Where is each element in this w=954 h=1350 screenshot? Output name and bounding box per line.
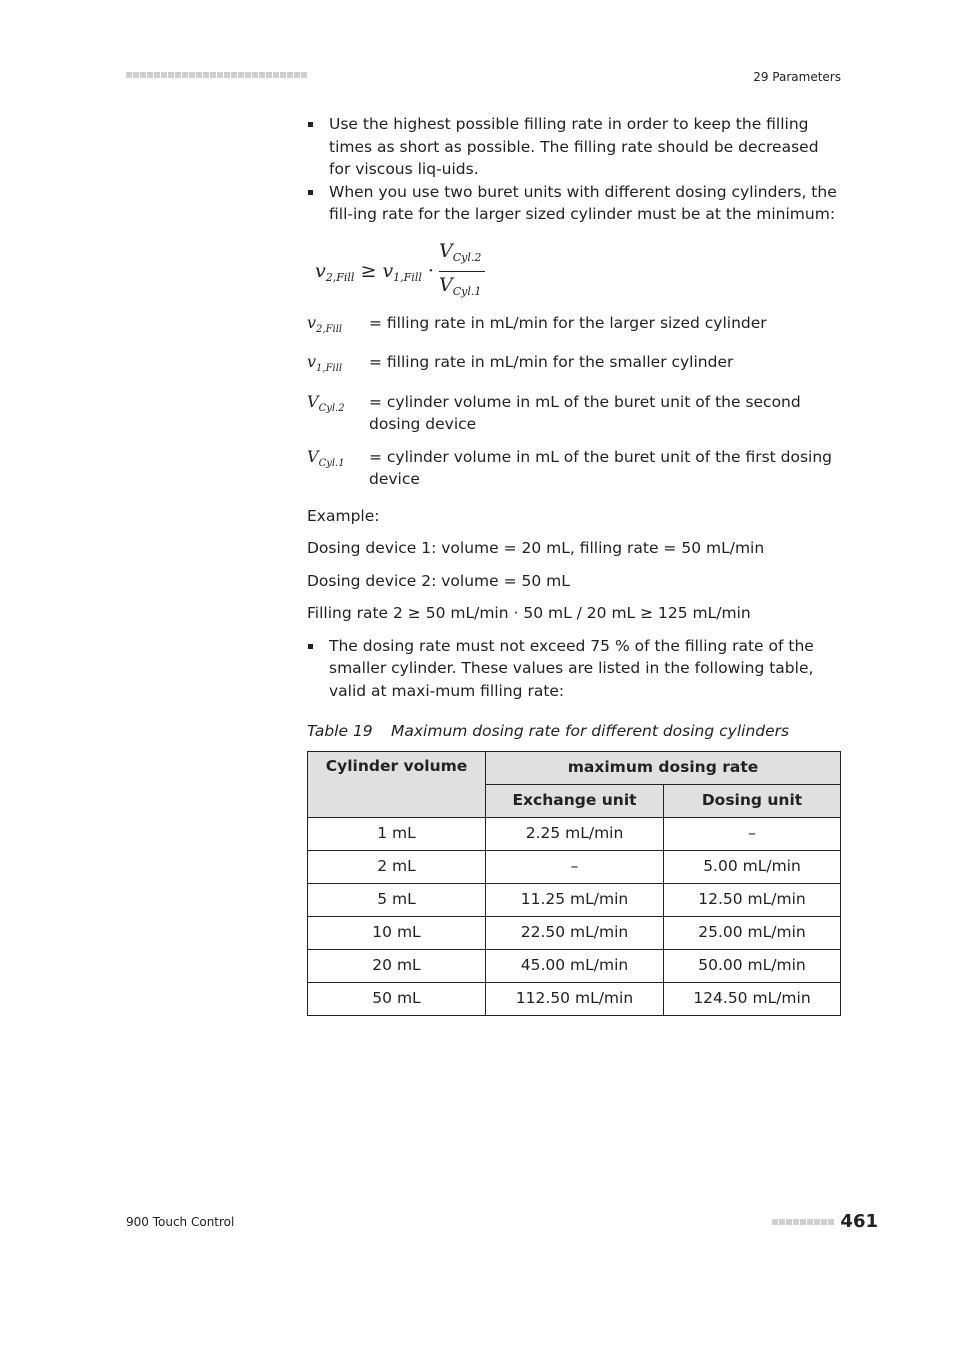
decoration-square (231, 72, 237, 78)
decoration-square (814, 1219, 820, 1225)
definition-symbol: $v_{1,Fill}$ (307, 352, 343, 374)
example-line: Dosing device 2: volume = 50 mL (307, 571, 570, 590)
decoration-square (266, 72, 272, 78)
bullet-text: When you use two buret units with different dosing cylinders, the fill-ing rate for the larger sized cylinder must be at the minimum: (329, 182, 837, 223)
decoration-square (196, 72, 202, 78)
decoration-square (210, 72, 216, 78)
bullet-icon (308, 644, 313, 649)
table-caption-label: Table 19 (307, 722, 373, 740)
decoration-square (203, 72, 209, 78)
decoration-square (807, 1219, 813, 1225)
header-maximum-dosing-rate: maximum dosing rate (486, 751, 841, 784)
definition-text: = cylinder volume in mL of the buret unit of the second dosing device (369, 392, 801, 433)
table-row: 10 mL 22.50 mL/min 25.00 mL/min (308, 916, 841, 949)
decoration-square (147, 72, 153, 78)
definition-text: = filling rate in mL/min for the larger sized cylinder (369, 313, 767, 332)
bullet-item (307, 113, 841, 181)
decoration-square (189, 72, 195, 78)
definition-item (307, 446, 841, 491)
bullet-item (307, 635, 841, 703)
header-cylinder-volume: Cylinder volume (308, 751, 486, 817)
decoration-square (182, 72, 188, 78)
decoration-square (793, 1219, 799, 1225)
decoration-square (294, 72, 300, 78)
bullet-item (307, 181, 841, 226)
bullet-icon (308, 190, 313, 195)
table-row: 50 mL 112.50 mL/min 124.50 mL/min (308, 982, 841, 1015)
fraction-numerator: $V_{Cyl.2}$ (439, 240, 485, 273)
formula (315, 240, 841, 306)
table-row: 1 mL 2.25 mL/min – (308, 817, 841, 850)
header-dosing-unit: Dosing unit (664, 784, 841, 817)
decoration-square (772, 1219, 778, 1225)
decoration-square (779, 1219, 785, 1225)
example-line: Filling rate 2 ≥ 50 mL/min · 50 mL / 20 mL ≥ 125 mL/min (307, 604, 751, 622)
fraction-denominator: $V_{Cyl.1}$ (439, 274, 482, 298)
decoration-square (800, 1219, 806, 1225)
formula-fraction (439, 240, 485, 304)
decoration-square (238, 72, 244, 78)
definition-text: = filling rate in mL/min for the smaller cylinder (369, 353, 734, 371)
decoration-square (161, 72, 167, 78)
decoration-square (140, 72, 146, 78)
section-title: 29 Parameters (753, 70, 841, 84)
header-exchange-unit: Exchange unit (486, 784, 664, 817)
formula-left: $v_{2,Fill} \ge v_{1,Fill}$ · (315, 259, 434, 284)
example-line: Dosing device 1: volume = 20 mL, filling rate = 50 mL/min (307, 539, 765, 557)
page-content (307, 113, 841, 1016)
dosing-rate-table (307, 751, 841, 1016)
definitions-list (307, 312, 841, 491)
decoration-square (301, 72, 307, 78)
table-row: 5 mL 11.25 mL/min 12.50 mL/min (308, 883, 841, 916)
page-number: 461 (840, 1211, 878, 1232)
definition-symbol: $V_{Cyl.2}$ (307, 391, 345, 414)
decoration-square (133, 72, 139, 78)
definition-symbol: $v_{2,Fill}$ (307, 312, 343, 335)
decoration-square (126, 72, 132, 78)
table-row: 2 mL – 5.00 mL/min (308, 850, 841, 883)
decoration-square (217, 72, 223, 78)
footer-decoration (772, 1219, 834, 1225)
decoration-square (273, 72, 279, 78)
definition-item (307, 351, 841, 381)
table-caption-text: Maximum dosing rate for different dosing cylinders (391, 722, 790, 740)
decoration-square (287, 72, 293, 78)
decoration-square (154, 72, 160, 78)
decoration-square (280, 72, 286, 78)
decoration-square (828, 1219, 834, 1225)
bullet-text: Use the highest possible filling rate in order to keep the filling times as short as possible. The filling rate should be decreased for viscous liq-uids. (329, 115, 819, 178)
footer-page (772, 1211, 878, 1232)
decoration-square (245, 72, 251, 78)
table-row: 20 mL 45.00 mL/min 50.00 mL/min (308, 949, 841, 982)
definition-symbol: $V_{Cyl.1}$ (307, 446, 345, 469)
table-caption (307, 720, 841, 743)
definition-text: = cylinder volume in mL of the buret unit of the first dosing device (369, 447, 833, 488)
definition-item (307, 312, 841, 342)
footer-product: 900 Touch Control (126, 1215, 235, 1229)
decoration-square (252, 72, 258, 78)
decoration-square (786, 1219, 792, 1225)
example-label: Example: (307, 506, 380, 525)
decoration-square (168, 72, 174, 78)
decoration-square (821, 1219, 827, 1225)
decoration-square (224, 72, 230, 78)
definition-item (307, 391, 841, 436)
decoration-square (175, 72, 181, 78)
bullet-icon (308, 122, 313, 127)
bullet-text: The dosing rate must not exceed 75 % of the filling rate of the smaller cylinder. These values are listed in the following table, valid at maxi-mum filling rate: (329, 636, 814, 700)
decoration-square (259, 72, 265, 78)
header-decoration (126, 72, 307, 78)
